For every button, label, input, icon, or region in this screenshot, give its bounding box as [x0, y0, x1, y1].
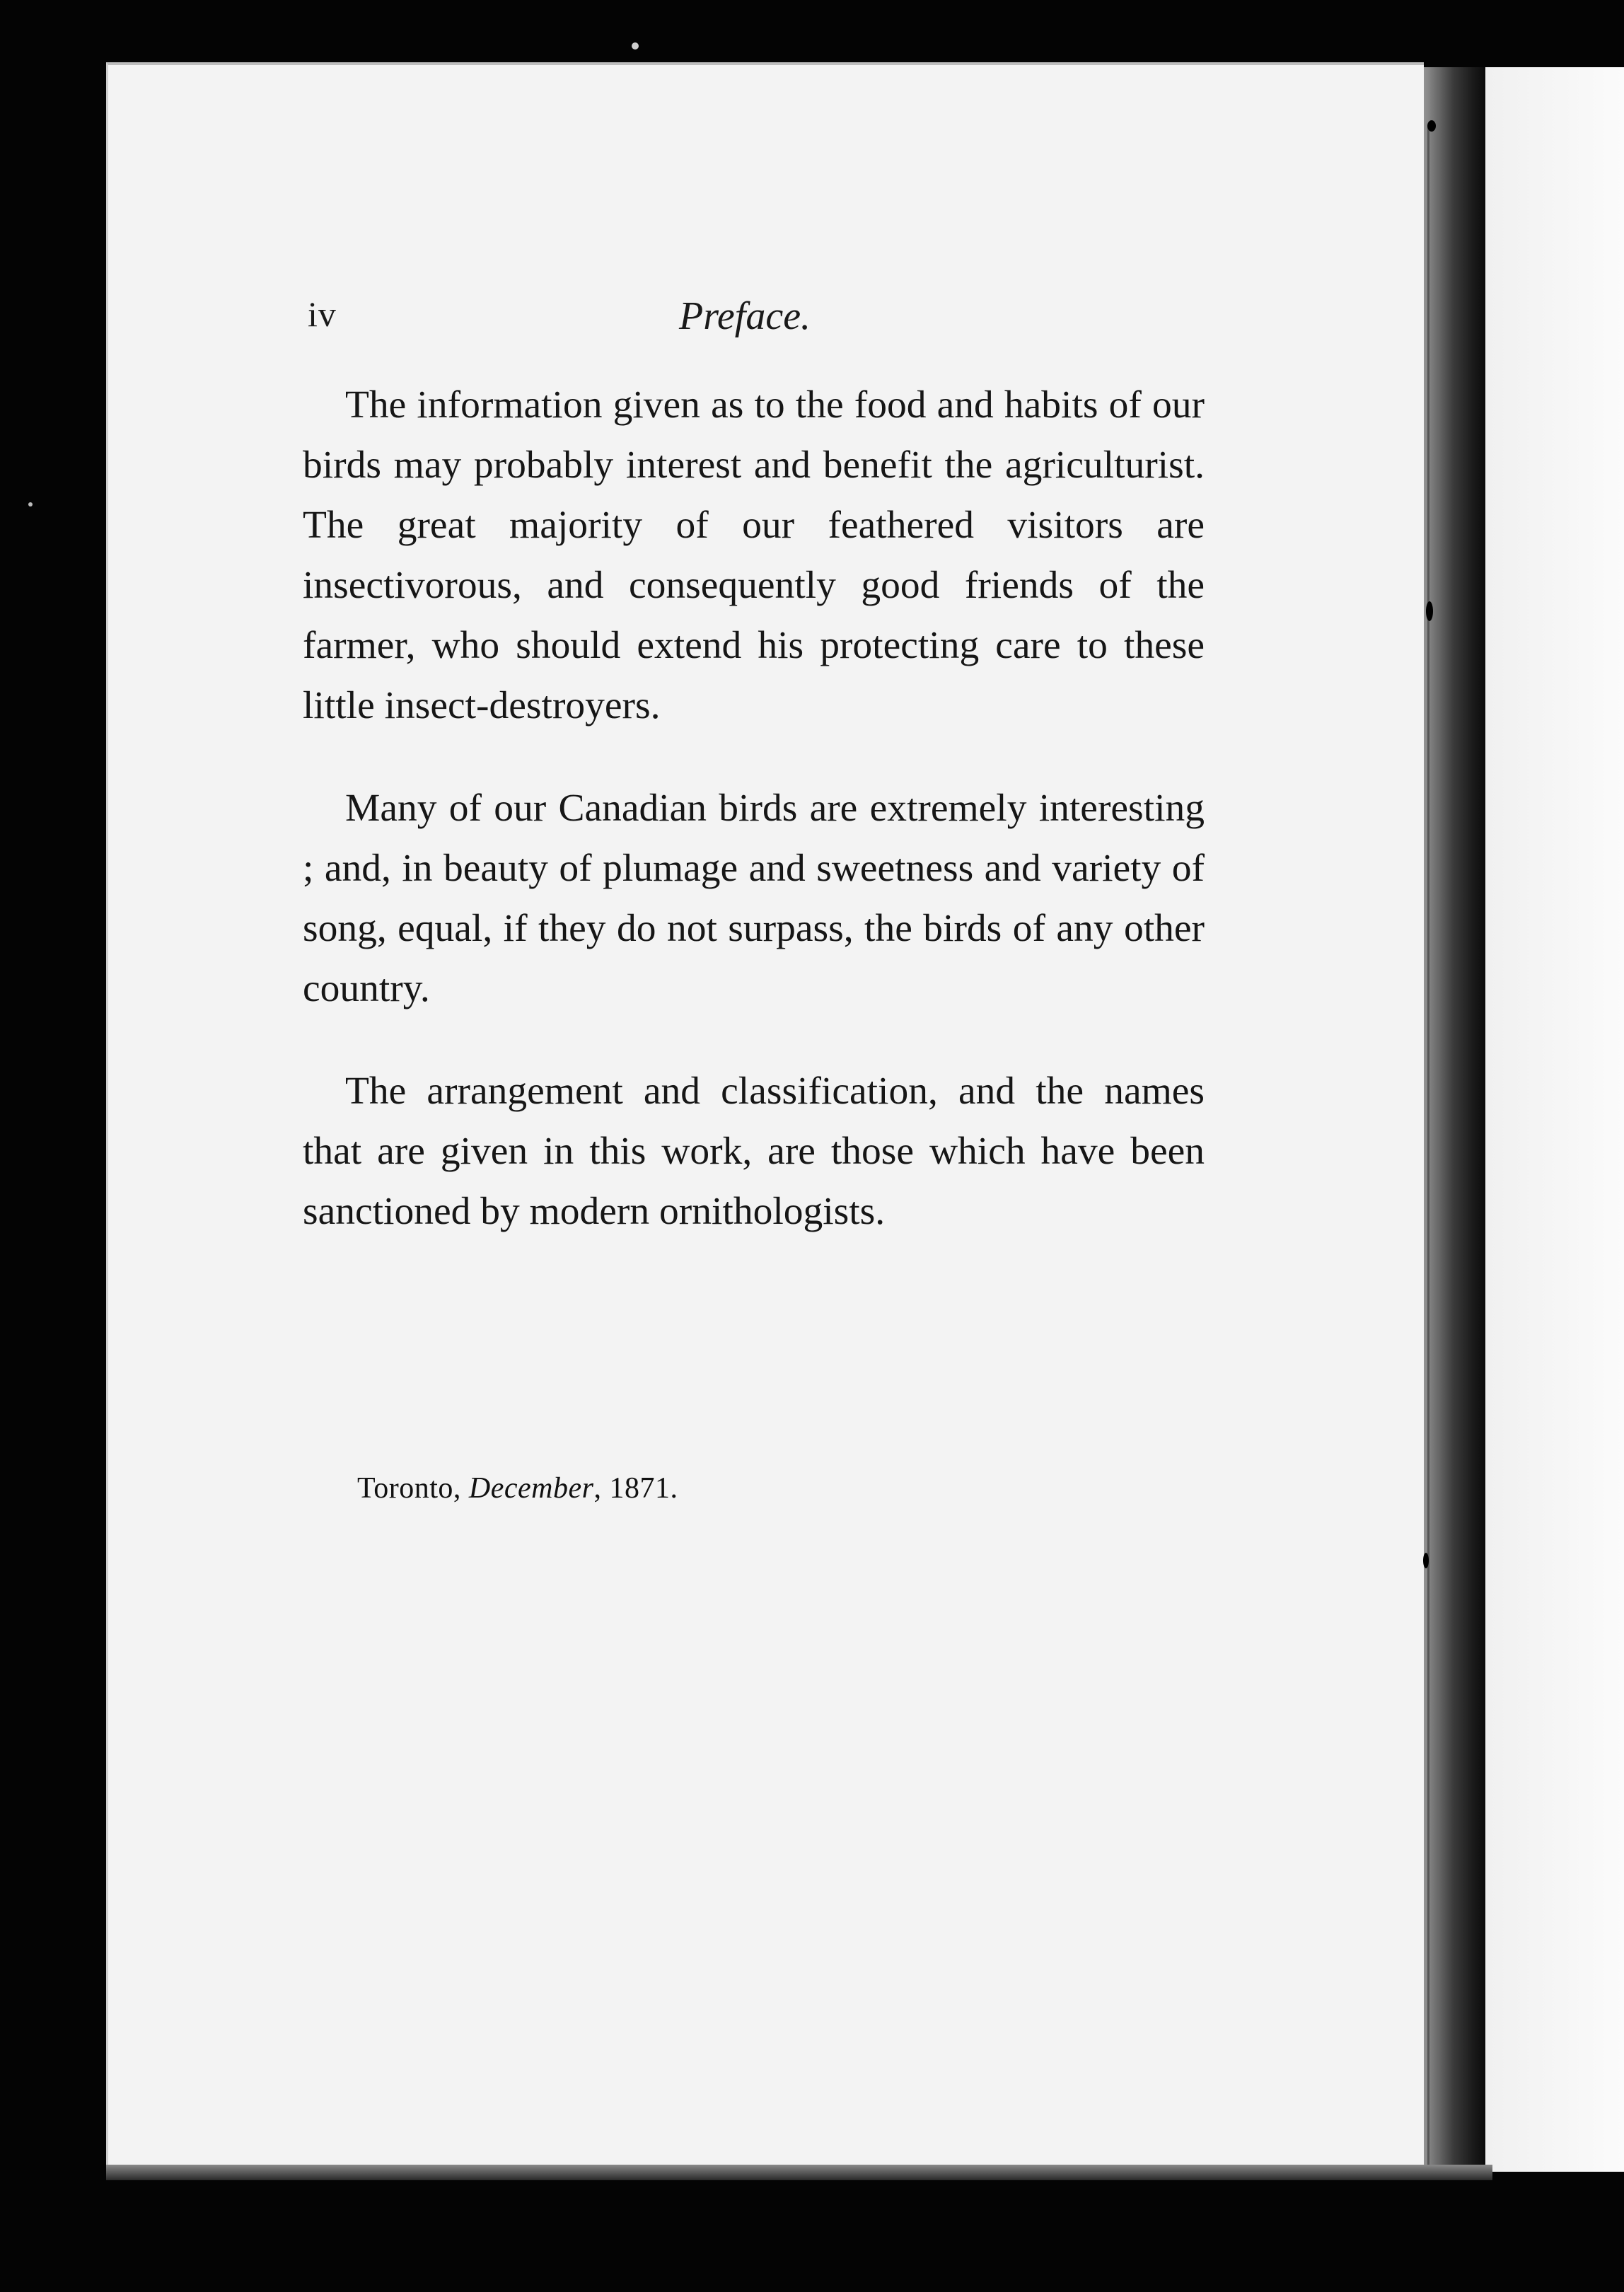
- scan-speck: [1423, 1553, 1429, 1568]
- dateline-place: Toronto,: [357, 1472, 469, 1505]
- scan-speck: [28, 502, 33, 507]
- paragraph-2: Many of our Canadian birds are extremely interesting ; and, in beauty of plumage and sweetness and variety of song, equal, if they do not surpass, the birds of any other country.: [303, 787, 1205, 1010]
- page-number: iv: [308, 294, 337, 334]
- running-head: [308, 294, 1241, 350]
- running-title: Preface.: [679, 294, 811, 338]
- scan-speck: [1426, 601, 1433, 621]
- page-bottom-shadow: [106, 2165, 1492, 2180]
- dateline-month: December: [468, 1472, 594, 1505]
- paragraph-3: The arrangement and classification, and the names that are given in this work, are those which have been sanctioned by modern ornithologists.: [303, 1070, 1205, 1233]
- scan-speck: [1427, 120, 1436, 132]
- scan-speck: [632, 42, 639, 50]
- facing-page-edge: [1485, 67, 1624, 2172]
- dateline-year: , 1871.: [593, 1472, 678, 1505]
- dateline: [357, 1471, 678, 1505]
- preface-body: [303, 375, 1205, 1242]
- book-binding: [1422, 67, 1485, 2172]
- gutter-line: [1427, 127, 1429, 2165]
- paragraph-1: The information given as to the food and habits of our birds may probably interest and benefit the agriculturist. The great majority of our feathered visitors are insectivorous, and consequently good friends of the farmer, who should extend his protecting care to these little insect-destroyers.: [303, 383, 1205, 727]
